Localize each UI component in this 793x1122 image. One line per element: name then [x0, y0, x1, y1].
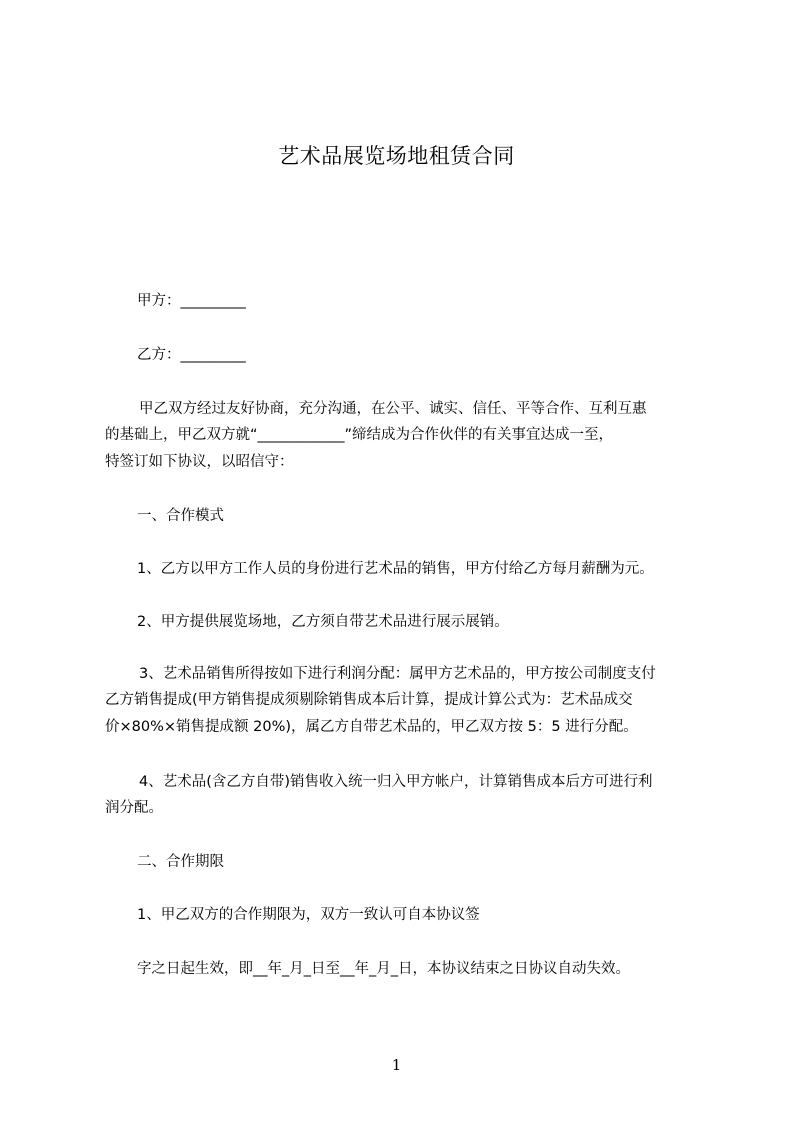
- section-1-item-1: 1、乙方以甲方工作人员的身份进行艺术品的销售，甲方付给乙方每月薪酬为元。: [137, 561, 654, 577]
- party-b-line: 乙方：_________: [137, 347, 246, 363]
- page-number: 1: [391, 1056, 402, 1074]
- contract-title: 艺术品展览场地租赁合同: [278, 144, 515, 168]
- section-1-item-4-line-2: 润分配。: [105, 800, 163, 816]
- party-a-line: 甲方：_________: [137, 293, 246, 309]
- preamble-line-3: 特签订如下协议，以昭信守：: [105, 454, 294, 470]
- section-2-heading: 二、合作期限: [137, 854, 224, 870]
- section-1-item-3-line-2: 乙方销售提成(甲方销售提成须剔除销售成本后计算，提成计算公式为：艺术品成交: [105, 692, 633, 708]
- section-1-item-3-line-1: 3、艺术品销售所得按如下进行利润分配：属甲方艺术品的，甲方按公司制度支付: [139, 666, 656, 682]
- section-2-item-1: 1、甲乙双方的合作期限为，双方一致认可自本协议签: [137, 907, 480, 923]
- preamble-line-2: 的基础上，甲乙双方就“____________”缔结成为合作伙伴的有关事宜达成一至，: [105, 427, 614, 443]
- section-1-item-3-line-3: 价×80%×销售提成额 20%)，属乙方自带艺术品的，甲乙双方按 5：5 进行分配。: [105, 719, 638, 735]
- section-1-item-4-line-1: 4、艺术品(含乙方自带)销售收入统一归入甲方帐户，计算销售成本后方可进行利: [139, 774, 653, 790]
- section-1-item-2: 2、甲方提供展览场地，乙方须自带艺术品进行展示展销。: [137, 614, 509, 630]
- preamble-line-1: 甲乙双方经过友好协商，充分沟通，在公平、诚实、信任、平等合作、互利互惠: [139, 401, 647, 417]
- section-1-heading: 一、合作模式: [137, 508, 224, 524]
- section-2-item-1-continued: 字之日起生效，即__年_月_日至__年_月_日，本协议结束之日协议自动失效。: [137, 961, 630, 977]
